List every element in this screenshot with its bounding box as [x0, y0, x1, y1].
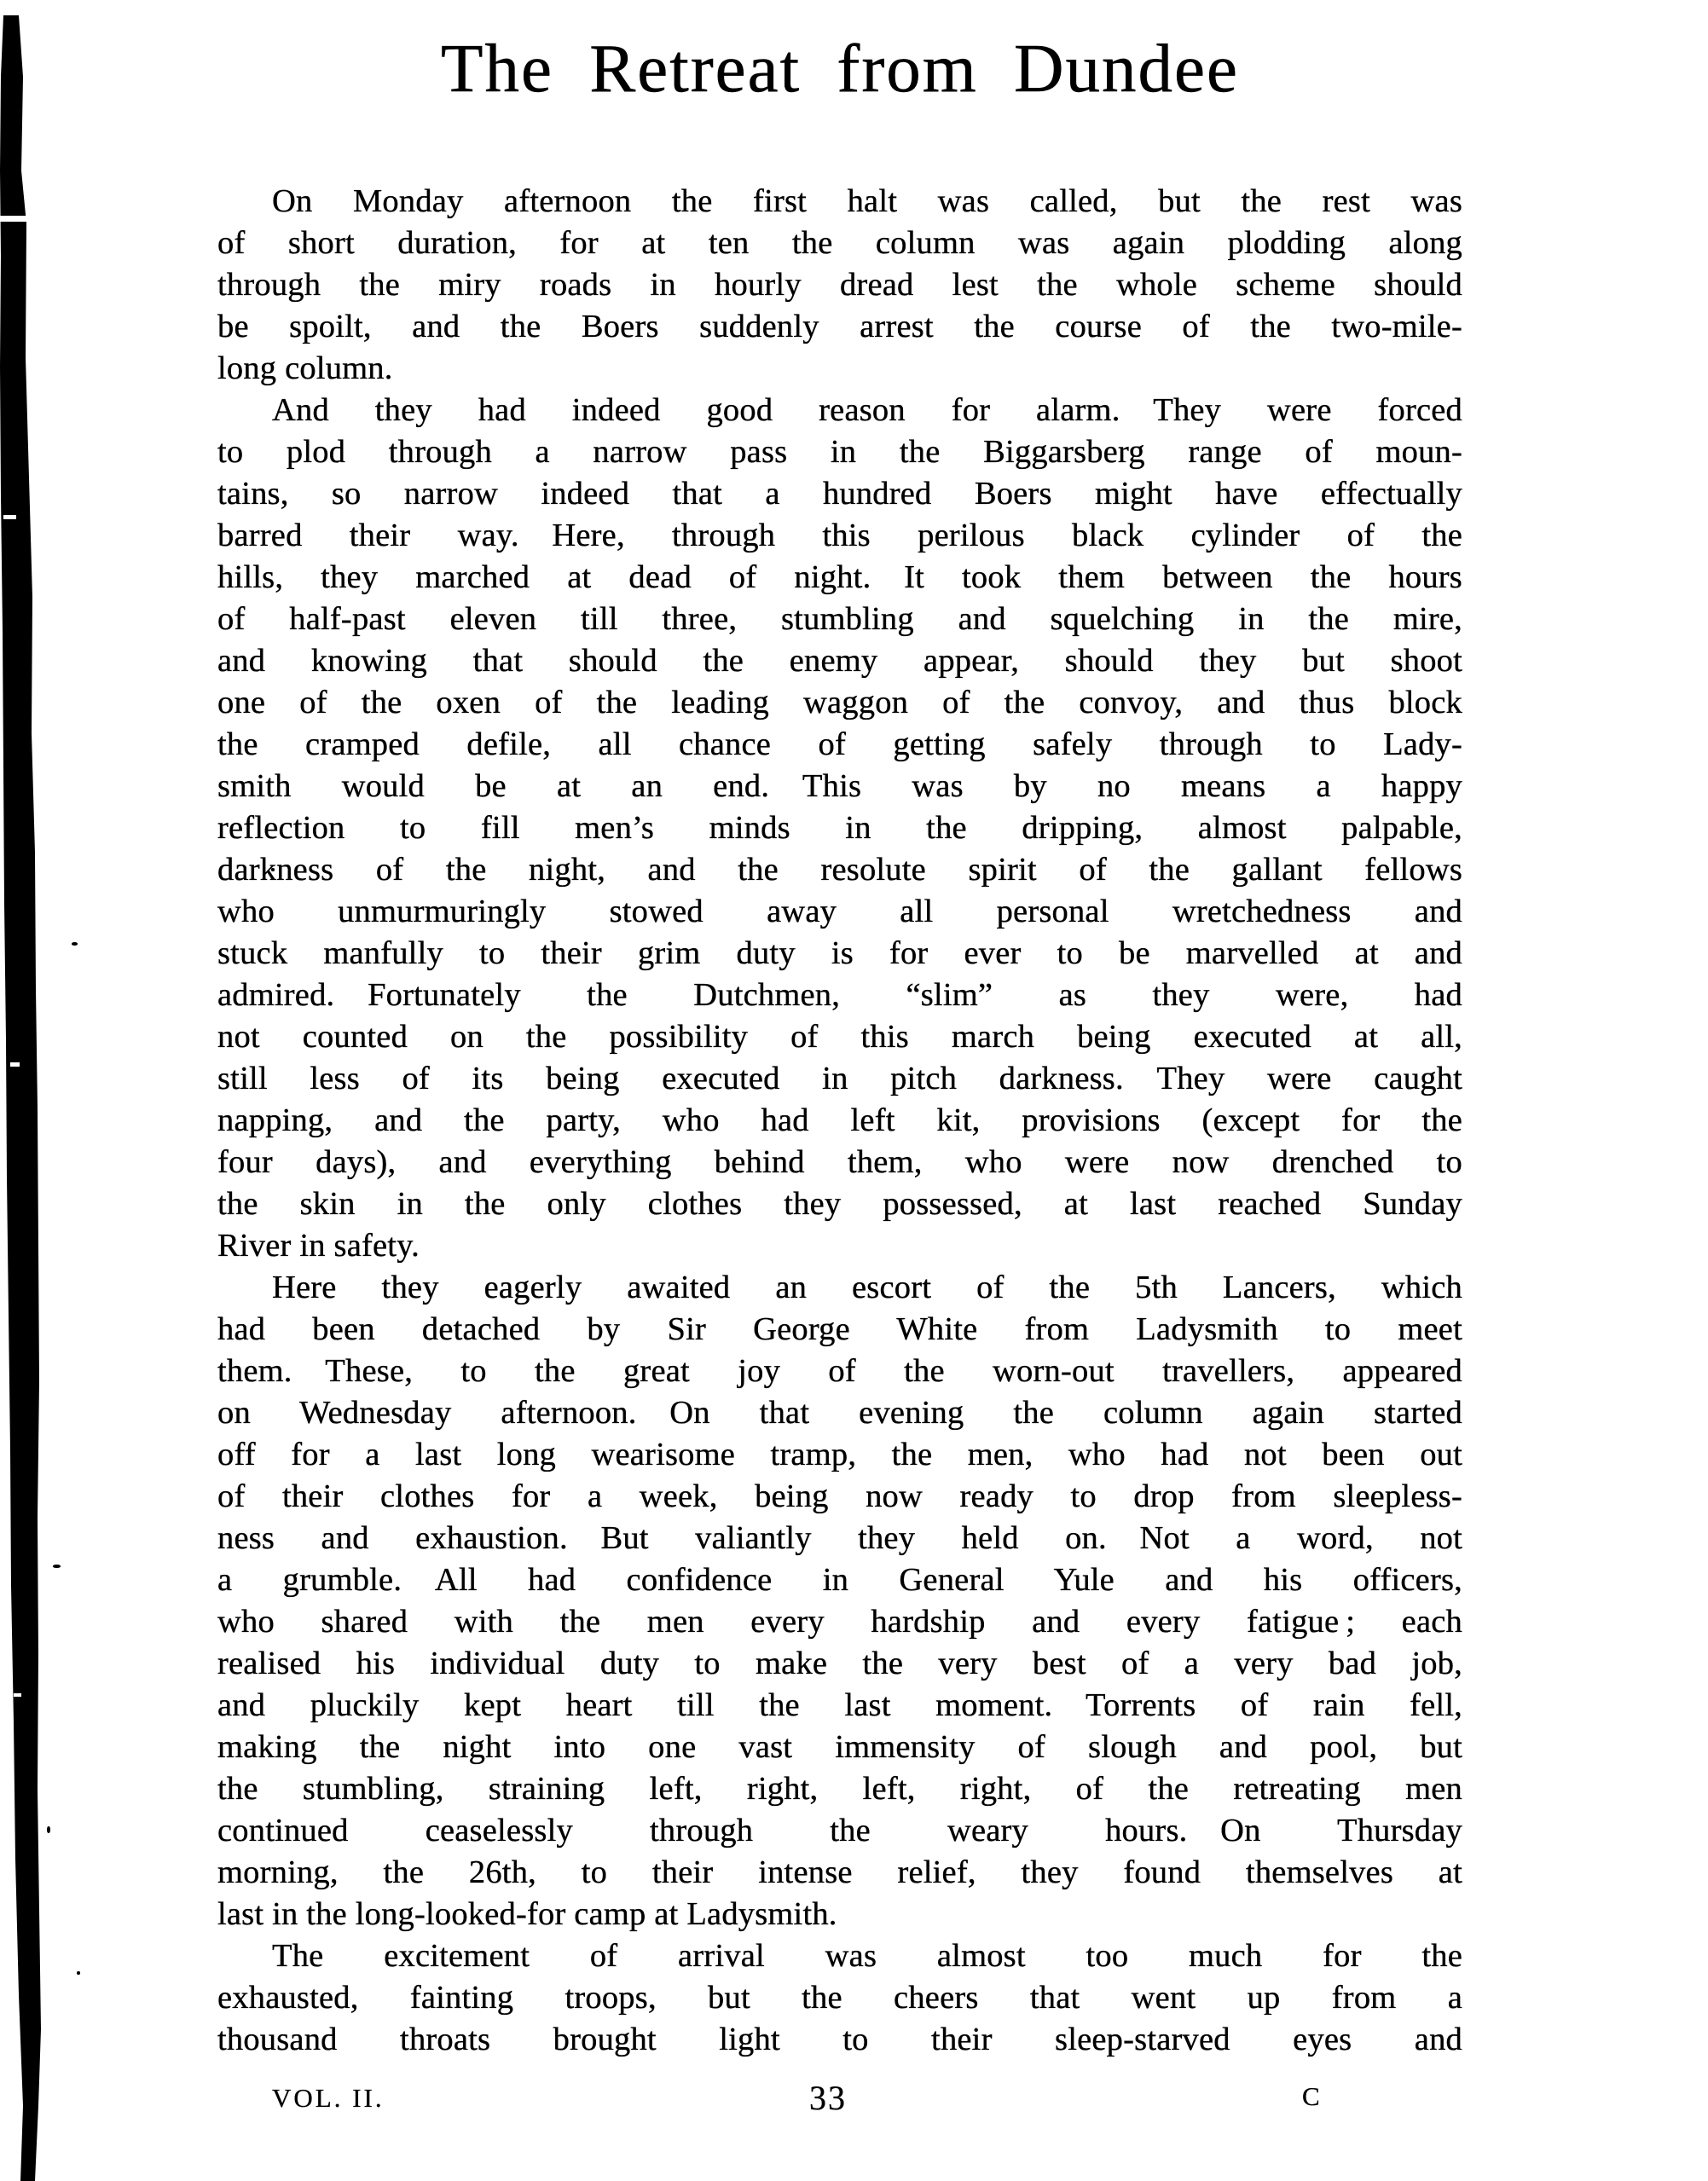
page-number: 33 [809, 2079, 847, 2117]
text-line: thousand throats brought light to their sleep-starved eyes and [217, 2022, 1462, 2057]
text-line: exhausted, fainting troops, but the cheers that went up from a [217, 1980, 1462, 2016]
text-line: long column. [217, 350, 393, 386]
text-line: darkness of the night, and the resolute spirit of the gallant fellows [217, 852, 1462, 888]
text-line: Here they eagerly awaited an escort of the 5th Lancers, which [272, 1270, 1462, 1305]
text-line: stuck manfully to their grim duty is for ever to be marvelled at and [217, 935, 1462, 971]
text-line: hills, they marched at dead of night. It took them between the hours [217, 559, 1462, 595]
text-line: who unmurmuringly stowed away all personal wretchedness and [217, 894, 1462, 929]
text-line: reflection to fill men’s minds in the dripping, almost palpable, [217, 810, 1462, 846]
ink-speck [53, 1565, 61, 1568]
text-line: last in the long-looked-for camp at Ladysmith. [217, 1896, 837, 1932]
text-line: who shared with the men every hardship and every fatigue ; each [217, 1604, 1462, 1640]
text-line: River in safety. [217, 1228, 420, 1264]
text-line: morning, the 26th, to their intense relief, they found themselves at [217, 1854, 1462, 1890]
text-line: On Monday afternoon the first halt was called, but the rest was [272, 183, 1462, 219]
page-footer [217, 2078, 1462, 2129]
text-line: of their clothes for a week, being now ready to drop from sleepless- [217, 1478, 1462, 1514]
text-line: had been detached by Sir George White from Ladysmith to meet [217, 1311, 1462, 1347]
text-line: the skin in the only clothes they possessed, at last reached Sunday [217, 1186, 1462, 1222]
text-line: off for a last long wearisome tramp, the men, who had not been out [217, 1437, 1462, 1472]
text-line: admired. Fortunately the Dutchmen, “slim” as they were, had [217, 977, 1462, 1013]
text-line: ness and exhaustion. But valiantly they held on. Not a word, not [217, 1520, 1462, 1556]
text-line: And they had indeed good reason for alarm. They were forced [272, 392, 1462, 428]
printer-signature: C [1302, 2081, 1320, 2111]
text-line: not counted on the possibility of this march being executed at all, [217, 1019, 1462, 1055]
text-line: making the night into one vast immensity of slough and pool, but [217, 1729, 1462, 1765]
page-title: The Retreat from Dundee [441, 30, 1239, 107]
binding-shadow [0, 0, 94, 2181]
text-line: barred their way. Here, through this perilous black cylinder of the [217, 518, 1462, 553]
text-line: and pluckily kept heart till the last moment. Torrents of rain fell, [217, 1687, 1462, 1723]
text-line: and knowing that should the enemy appear, should they but shoot [217, 643, 1462, 679]
text-line: four days), and everything behind them, who were now drenched to [217, 1144, 1462, 1180]
text-line: realised his individual duty to make the very best of a very bad job, [217, 1646, 1462, 1681]
ink-speck [77, 1971, 80, 1975]
text-line: smith would be at an end. This was by no means a happy [217, 768, 1462, 804]
text-line: napping, and the party, who had left kit, provisions (except for the [217, 1102, 1462, 1138]
text-line: be spoilt, and the Boers suddenly arrest the course of the two-mile- [217, 309, 1462, 344]
text-line: the cramped defile, all chance of getting safely through to Lady- [217, 726, 1462, 762]
text-line: tains, so narrow indeed that a hundred Boers might have effectually [217, 476, 1462, 512]
text-line: continued ceaselessly through the weary hours. On Thursday [217, 1813, 1462, 1848]
text-line: the stumbling, straining left, right, left, right, of the retreating men [217, 1771, 1462, 1807]
text-line: one of the oxen of the leading waggon of the convoy, and thus block [217, 685, 1462, 720]
body-text [217, 181, 1462, 2061]
text-line: of short duration, for at ten the column was again plodding along [217, 225, 1462, 261]
ink-speck [72, 942, 78, 946]
text-line: through the miry roads in hourly dread lest the whole scheme should [217, 267, 1462, 303]
text-line: The excitement of arrival was almost too much for the [272, 1938, 1462, 1974]
text-line: to plod through a narrow pass in the Biggarsberg range of moun- [217, 434, 1462, 470]
volume-label: VOL. II. [272, 2083, 385, 2113]
ink-speck [47, 1826, 50, 1833]
text-line: a grumble. All had confidence in General Yule and his officers, [217, 1562, 1462, 1598]
text-line: still less of its being executed in pitch darkness. They were caught [217, 1061, 1462, 1096]
text-line: them. These, to the great joy of the worn-out travellers, appeared [217, 1353, 1462, 1389]
text-line: of half-past eleven till three, stumbling and squelching in the mire, [217, 601, 1462, 637]
text-line: on Wednesday afternoon. On that evening the column again started [217, 1395, 1462, 1431]
